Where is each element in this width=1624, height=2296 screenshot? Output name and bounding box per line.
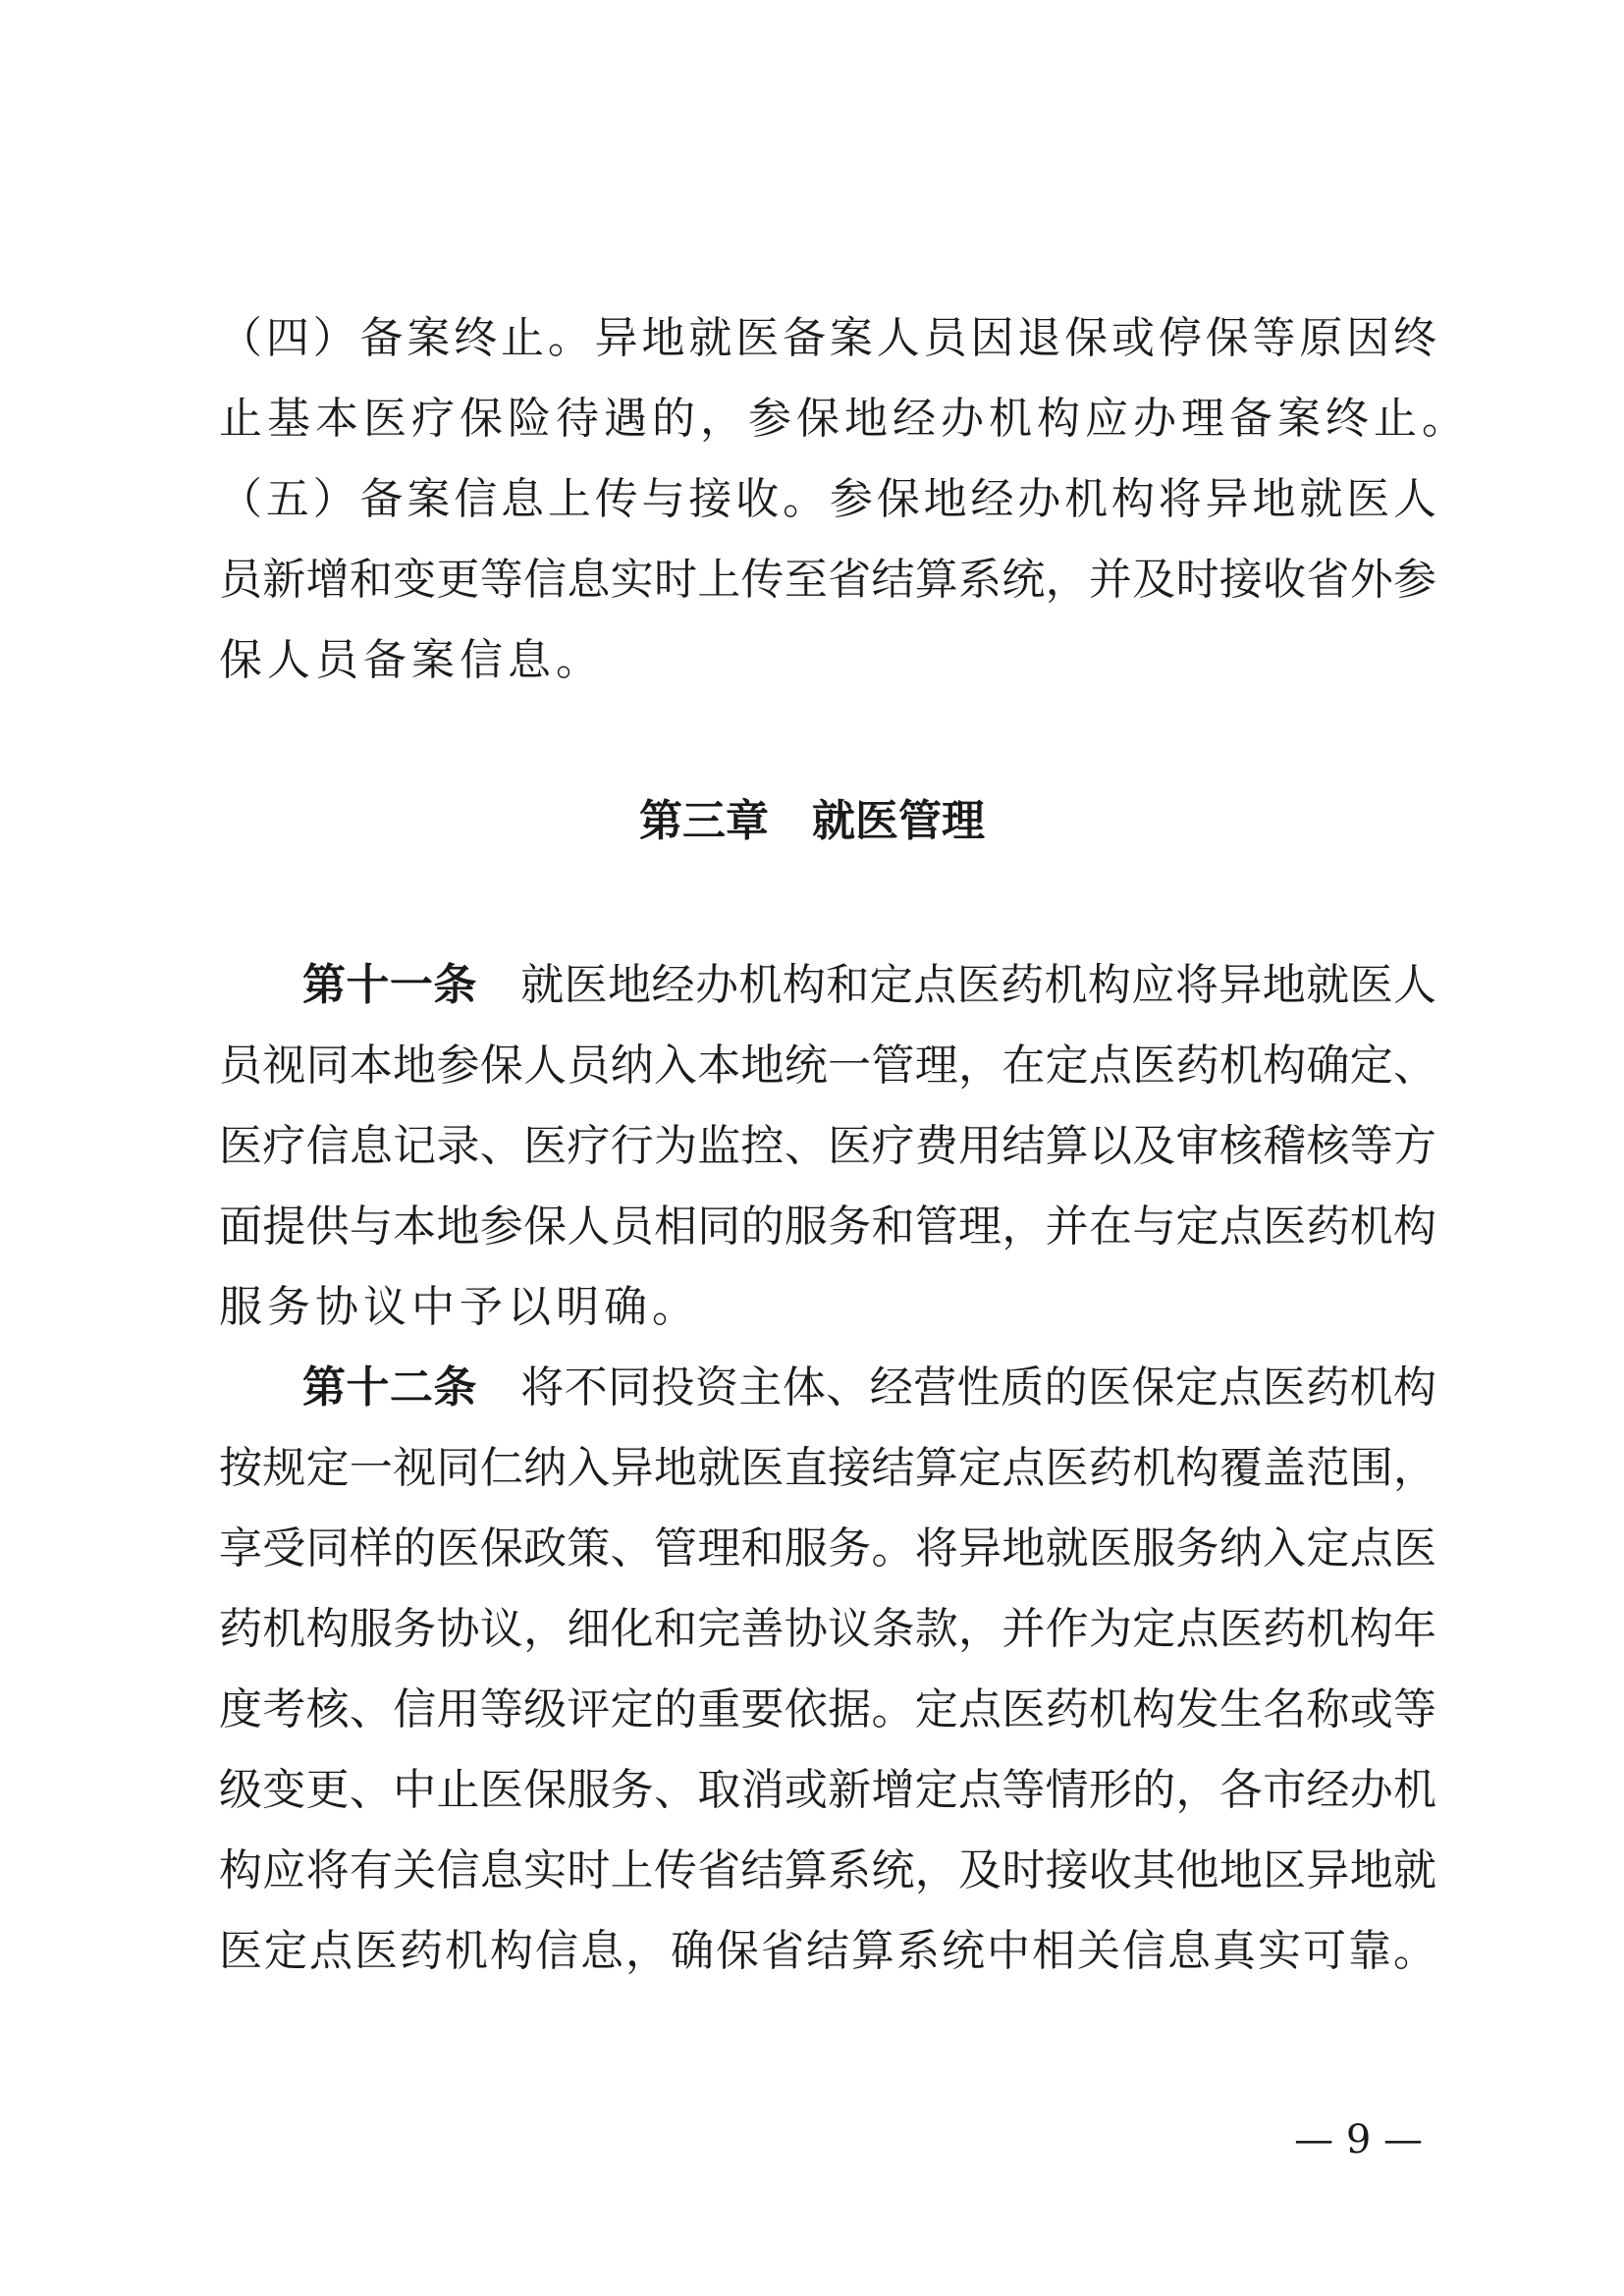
article-11-first-line xyxy=(302,960,1437,1010)
article-12-line-2: 按规定一视同仁纳入异地就医直接结算定点医药机构覆盖范围， xyxy=(219,1443,1436,1493)
article-12-line-7: 构应将有关信息实时上传省结算系统，及时接收其他地区异地就 xyxy=(219,1845,1436,1896)
paragraph-4-line-2: 止基本医疗保险待遇的，参保地经办机构应办理备案终止。 xyxy=(219,394,1470,444)
paragraph-5-line-2: 员新增和变更等信息实时上传至省结算系统，并及时接收省外参 xyxy=(219,555,1436,605)
article-11-label: 第十一条 xyxy=(302,960,477,1010)
article-12-first-line-text: 将不同投资主体、经营性质的医保定点医药机构 xyxy=(520,1362,1437,1413)
article-12-line-3: 享受同样的医保政策、管理和服务。将异地就医服务纳入定点医 xyxy=(219,1523,1436,1574)
article-12-line-4: 药机构服务协议，细化和完善协议条款，并作为定点医药机构年 xyxy=(219,1604,1436,1654)
paragraph-5-line-3: 保人员备案信息。 xyxy=(219,635,604,685)
article-12-line-5: 度考核、信用等级评定的重要依据。定点医药机构发生名称或等 xyxy=(219,1684,1436,1735)
chapter-heading: 第三章 就医管理 xyxy=(639,796,985,846)
article-11-line-3: 医疗信息记录、医疗行为监控、医疗费用结算以及审核稽核等方 xyxy=(219,1121,1436,1171)
paragraph-5-line-1: （五）备案信息上传与接收。参保地经办机构将异地就医人 xyxy=(219,474,1436,524)
paragraph-4-line-1: （四）备案终止。异地就医备案人员因退保或停保等原因终 xyxy=(219,313,1436,363)
article-12-line-8: 医定点医药机构信息，确保省结算系统中相关信息真实可靠。 xyxy=(219,1926,1436,1976)
article-12-label: 第十二条 xyxy=(302,1362,477,1413)
page-number: — 9 — xyxy=(1294,2117,1423,2163)
article-12-line-6: 级变更、中止医保服务、取消或新增定点等情形的，各市经办机 xyxy=(219,1765,1436,1815)
article-11-first-line-text: 就医地经办机构和定点医药机构应将异地就医人 xyxy=(520,960,1437,1010)
article-12-first-line xyxy=(302,1362,1437,1413)
article-11-line-2: 员视同本地参保人员纳入本地统一管理，在定点医药机构确定、 xyxy=(219,1041,1436,1091)
article-11-line-4: 面提供与本地参保人员相同的服务和管理，并在与定点医药机构 xyxy=(219,1201,1436,1252)
article-11-line-5: 服务协议中予以明确。 xyxy=(219,1282,700,1332)
